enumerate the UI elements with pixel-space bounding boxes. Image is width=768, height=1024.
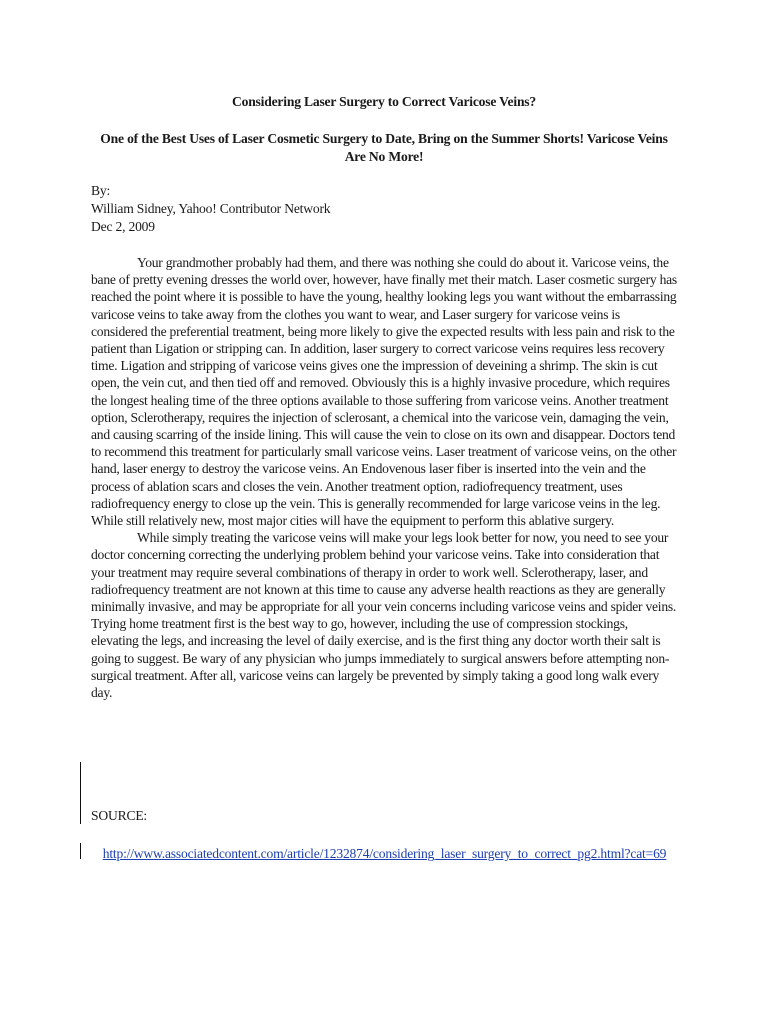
publish-date: Dec 2, 2009: [91, 219, 155, 234]
paragraph-2: While simply treating the varicose veins will make your legs look better for now, you need to see your doctor concerning correcting the underlying problem behind your varicose veins. Take into consideration that your treatment may require several combinations of therapy in order to work well. Sclerotherapy, laser, and radiofrequency treatment are not known at this time to cause any adverse health reactions as they are generally minimally invasive, and may be appropriate for all your vein concerns including varicose veins and spider veins. Trying home treatment first is the best way to go, however, including the use of compression stockings, elevating the legs, and increasing the level of daily exercise, and is the first thing any doctor worth their salt is going to suggest. Be wary of any physician who jumps immediately to surgical answers before attempting non-surgical treatment. After all, varicose veins can largely be prevented by simply taking a good long walk every day.: [91, 530, 677, 701]
document-subtitle: One of the Best Uses of Laser Cosmetic Surgery to Date, Bring on the Summer Shorts! Varicose Veins Are No More!: [100, 131, 668, 164]
source-link[interactable]: http://www.associatedcontent.com/article/1232874/considering_laser_surgery_to_correct_pg2.html?cat=69: [102, 846, 667, 861]
byline-label: By:: [91, 183, 111, 198]
source-label: SOURCE:: [91, 808, 148, 823]
paragraph-1: Your grandmother probably had them, and there was nothing she could do about it. Varicose veins, the bane of pretty evening dresses the world over, however, have finally met their match. Laser cosmetic surgery has reached the point where it is possible to have the young, healthy looking legs you want without the embarrassing varicose veins to take away from the clothes you want to wear, and Laser surgery for varicose veins is considered the preferential treatment, being more likely to give the expected results with less pain and risk to the patient than Ligation or stripping can. In addition, laser surgery to correct varicose veins requires less recovery time. Ligation and stripping of varicose veins gives one the impression of deveining a shrimp. The skin is cut open, the vein cut, and then tied off and removed. Obviously this is a highly invasive procedure, which requires the longest healing time of the three options available to those suffering from varicose veins. Another treatment option, Sclerotherapy, requires the injection of sclerosant, a chemical into the varicose vein, damaging the vein, and causing scarring of the inside lining. This will cause the vein to close on its own and disappear. Doctors tend to recommend this treatment for particularly small varicose veins. Laser treatment of varicose veins, on the other hand, laser energy to destroy the varicose veins. An Endovenous laser fiber is inserted into the vein and the process of ablation scars and closes the vein. Another treatment option, radiofrequency treatment, uses radiofrequency energy to close up the vein. This is generally recommended for large varicose veins in the leg. While still relatively new, most major cities will have the equipment to perform this ablative surgery.: [91, 255, 677, 529]
margin-change-bar-link: [80, 843, 81, 859]
byline: [91, 182, 330, 236]
margin-change-bar: [80, 762, 81, 824]
document-title: Considering Laser Surgery to Correct Varicose Veins?: [231, 94, 536, 109]
article-body: [91, 254, 678, 701]
author-name: William Sidney, Yahoo! Contributor Network: [91, 201, 331, 216]
